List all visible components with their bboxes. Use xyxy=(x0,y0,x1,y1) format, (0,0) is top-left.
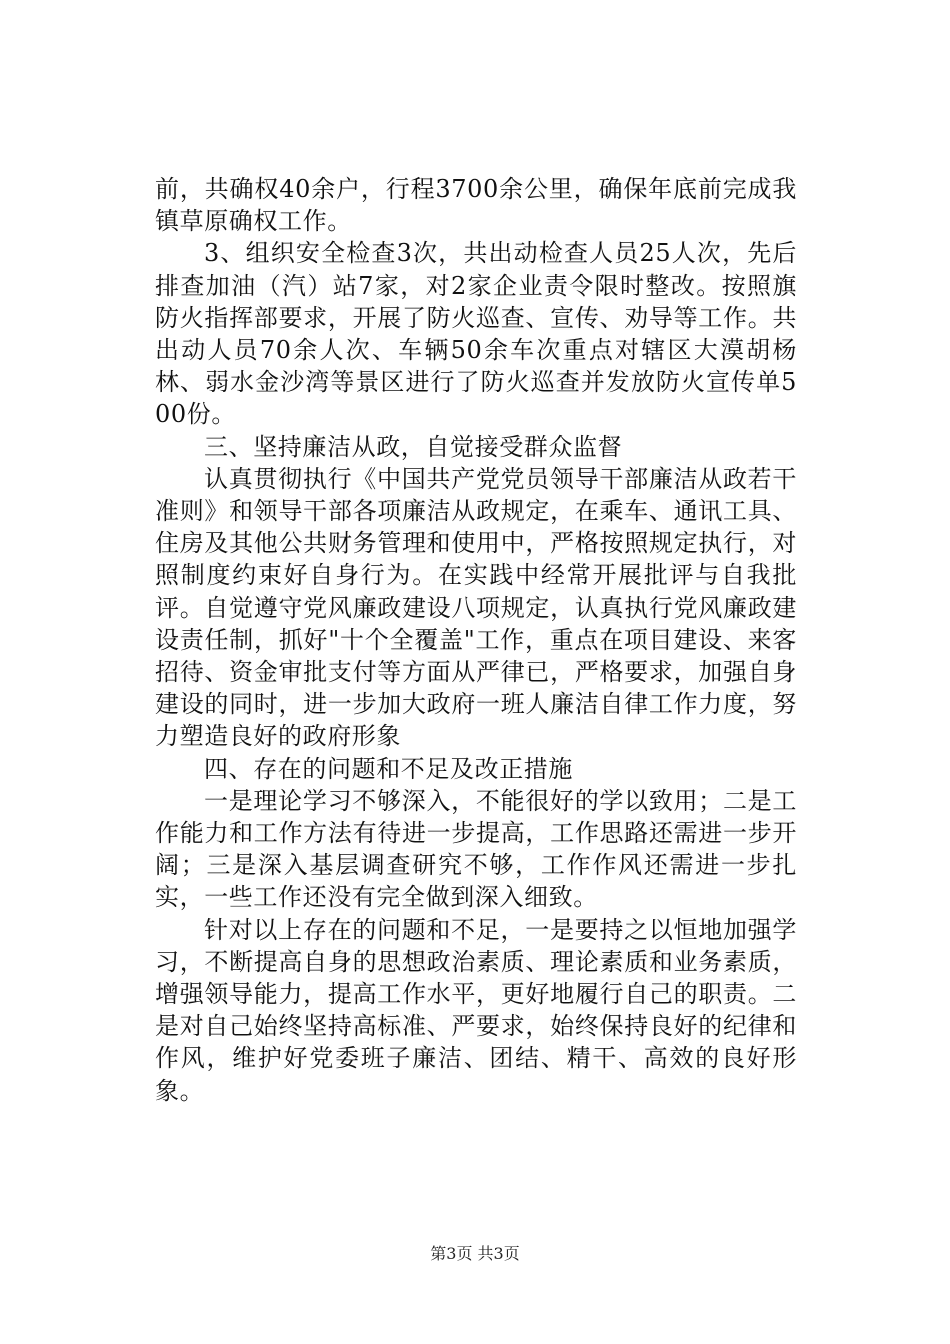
paragraph-integrity: 认真贯彻执行《中国共产党党员领导干部廉洁从政若干准则》和领导干部各项廉洁从政规定，在乘车、通讯工具、住房及其他公共财务管理和使用中，严格按照规定执行，对照制度约束好自身行为。在实践中经常开展批评与自我批评。自觉遵守党风廉政建设八项规定，认真执行党风廉政建设责任制，抓好"十个全覆盖"工作，重点在项目建设、来客招待、资金审批支付等方面从严律已，严格要求，加强自身建设的同时，进一步加大政府一班人廉洁自律工作力度，努力塑造良好的政府形象 xyxy=(155,464,797,751)
section-heading-problems: 四、存在的问题和不足及改正措施 xyxy=(204,754,573,783)
page-footer: 第3页 共3页 xyxy=(430,1244,520,1263)
paragraph-continuation: 前，共确权40余户，行程3700余公里，确保年底前完成我镇草原确权工作。 xyxy=(155,175,797,236)
document-body xyxy=(155,173,797,1107)
section-heading-integrity: 三、坚持廉洁从政，自觉接受群众监督 xyxy=(204,432,623,461)
paragraph-safety-inspection: 3、组织安全检查3次，共出动检查人员25人次，先后排查加油（汽）站7家，对2家企业责令限时整改。按照旗防火指挥部要求，开展了防火巡查、宣传、劝导等工作。共出动人员70余人次、车辆50余车次重点对辖区大漠胡杨林、弱水金沙湾等景区进行了防火巡查并发放防火宣传单500份。 xyxy=(155,239,797,429)
paragraph-measures: 针对以上存在的问题和不足，一是要持之以恒地加强学习，不断提高自身的思想政治素质、理论素质和业务素质，增强领导能力，提高工作水平，更好地履行自己的职责。二是对自己始终坚持高标准、严要求，始终保持良好的纪律和作风，维护好党委班子廉洁、团结、精干、高效的良好形象。 xyxy=(155,915,797,1105)
paragraph-problems: 一是理论学习不够深入，不能很好的学以致用；二是工作能力和工作方法有待进一步提高，工作思路还需进一步开阔；三是深入基层调查研究不够，工作作风还需进一步扎实，一些工作还没有完全做到深入细致。 xyxy=(155,786,797,912)
